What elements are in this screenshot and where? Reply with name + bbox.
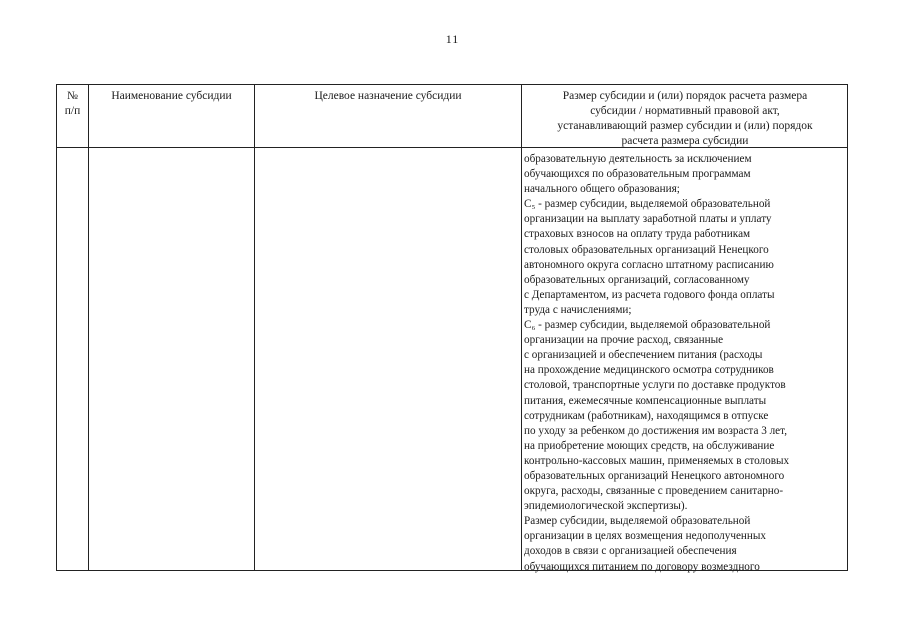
text-line: труда с начислениями; [524,303,632,316]
text-line: начального общего образования; [524,183,680,196]
text-line: столовой, транспортные услуги по доставке продуктов [524,379,786,392]
text-line: по уходу за ребенком до достижения им возраста 3 лет, [524,424,787,437]
text-line: с организацией и обеспечением питания (расходы [524,349,763,362]
text-line: столовых образовательных организаций Ненецкого [524,243,769,256]
size-column-text [524,152,844,575]
text-line: с Департаментом, из расчета годового фонда оплаты [524,288,775,301]
text-line: организации на выплату заработной платы и уплату [524,213,772,226]
header-num-line-2: п/п [64,105,81,117]
header-size-line: субсидии / нормативный правовой акт, [590,105,780,117]
text-line: страховых взносов на оплату труда работникам [524,228,751,241]
text-line: контрольно-кассовых машин, применяемых в столовых [524,454,790,467]
text-line: питания, ежемесячные компенсационные выплаты [524,394,767,407]
header-num-line-1: № [67,90,78,102]
column-divider-1 [88,84,89,571]
text-line: C₆ - размер субсидии, выделяемой образовательной [524,319,771,332]
header-size-line: устанавливающий размер субсидии и (или) порядок [557,120,813,132]
text-line: на приобретение моющих средств, на обслуживание [524,439,775,452]
header-size-line: расчета размера субсидии [621,135,749,147]
text-line: обучающихся по образовательным программам [524,168,751,181]
page-number: 11 [445,32,460,46]
text-line: на прохождение медицинского осмотра сотрудников [524,364,774,377]
column-divider-3 [521,84,522,571]
text-line: автономного округа согласно штатному расписанию [524,258,774,271]
text-line: C₅ - размер субсидии, выделяемой образовательной [524,198,771,211]
text-line: Размер субсидии, выделяемой образовательной [524,515,751,528]
text-line: образовательную деятельность за исключением [524,153,752,165]
text-line: образовательных организаций, согласованному [524,273,750,286]
text-line: сотрудникам (работникам), находящимся в отпуске [524,409,769,422]
header-num [57,89,88,119]
text-line: организации на прочие расход, связанные [524,334,724,347]
text-line: доходов в связи с организацией обеспечения [524,545,737,558]
header-name: Наименование субсидии [111,90,232,102]
text-line: округа, расходы, связанные с проведением санитарно- [524,485,784,498]
text-line: организации в целях возмещения недополученных [524,530,766,543]
text-line: эпидемиологической экспертизы). [524,500,688,513]
column-divider-2 [254,84,255,571]
text-line: обучающихся питанием по договору возмездного [524,560,760,573]
header-purpose: Целевое назначение субсидии [314,90,462,102]
text-line: образовательных организаций Ненецкого автономного [524,469,785,482]
header-size [522,89,848,149]
header-size-line: Размер субсидии и (или) порядок расчета размера [562,90,808,102]
